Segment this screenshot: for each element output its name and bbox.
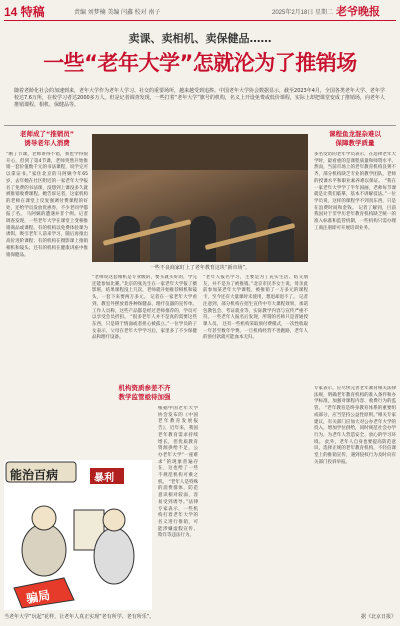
article-column-3: “老年人报名学习，主要是为了充实生活、结交朋友，并不是为了被推销。”北京市民李女士说，母亲此前参加某老年大学课程，被推销了一万多元的课程卡，至今还有大量课时未使用，想退却退不了。 记者注意到，部分机构在招生宣传中夸大课程效果，承诺包教包会、考证就业等，实际教学内容与宣传严重不符。一些老年人报名后发现，所谓的名师只是普通授课人员。 还有一些机构采取预付费模式，一次性收取一年甚至数年学费。一旦机构经营不善跑路，老年人的预付款就可能血本无归。 bbox=[203, 275, 308, 341]
page-number: 14 特稿 bbox=[4, 5, 45, 19]
section-title-right: 课程鱼龙混杂难以 保障教学质量 bbox=[329, 130, 381, 147]
source-credit: 据《北京日报》 bbox=[360, 614, 396, 620]
lead-paragraph: 随着老龄化社会的加速到来，老年大学作为老年人学习、社交的重要场所，越来越受到追捧。中国老年大学协会数据显示，截至2023年4月，全国各类老年大学、老年学校达7.6万所，在校学习者达2000多万人。但是记者调查发现，一些打着“老年大学”旗号的机构，名义上开设免费或低价课程，实际上却把课堂变成了推销场，向老年人推销课程、相机、保健品等。 bbox=[14, 88, 385, 108]
cartoon-label-cure: 能治百病 bbox=[10, 468, 59, 482]
cartoon-illustration bbox=[4, 460, 152, 610]
photo-backdrop bbox=[92, 134, 308, 170]
section-title-left: 老师成了“推销员” 诱导老年人消费 bbox=[19, 130, 75, 147]
performance-photo bbox=[92, 134, 308, 262]
photo-caption: 一些不良商家盯上了老年教育这块“新市场”。 bbox=[149, 265, 251, 271]
editor-credits: 责编 刘梦楠 美编 闫鑫 校对 南子 bbox=[74, 10, 161, 16]
article-column-mid: 根据中国老年大学协会发布的《中国老年教育发展报告》，近年来，我国老年教育需求持续增长，但优质教育资源供给不足，公办老年大学“一座难求”的现象普遍存在，这也给了一些不规范机构可乘之机。 “老年人是特殊的消费群体，防范意识相对较弱，容易受到诱导。”法律专家表示，一些机构打着老年大学的名义进行推销，可能涉嫌虚假宣传、欺诈等违法行为。 bbox=[158, 406, 198, 539]
issue-date: 2025年2月18日 星期二 bbox=[272, 10, 334, 16]
article-column-4b: 专家表示，应尽快完善老年教育相关法律法规，明确老年教育机构的准入条件和办学标准，加强对课程内容、收费行为的监管。 “老年教育是终身教育体系的重要组成部分，应当坚持公益性原则。”相关专家建议，有关部门应加大对公办老年大学的投入，增加学位供给，同时规范社会办学行为，为老年人营造安全、放心的学习环境。 此外，老年人自身也要提高防范意识，选择正规的老年教育机构，不轻信课堂上的推销宣传，遇到侵权行为及时向有关部门投诉举报。 bbox=[314, 386, 396, 465]
article-column-1: “刚了节课，老师讲得不错，我也学得很开心，但到了第4节课，老师突然开始推销一套价值数千元的书法课程，说学完可以拿证书。”家住北京的马阿姨今年65岁，去年她在社区附近的一家老年大学报名了免费的书法课，没想到上课没多久就被推销收费课程。她告诉记者，这家机构的老师在课堂上反复强调付费课程的好处，还给学员发放优惠券，不少老同学都报了名。 马阿姨的遭遇并非个例。记者调查发现，一些老年大学在课堂上变相推销商品或课程。有的机构以免费体验课为诱饵，吸引老年人前来学习，随后再推出高价进阶课程；有的机构在摄影课上推销相机和镜头；还有的机构在健康讲座中推销保健品。 bbox=[6, 152, 88, 258]
performer-figure bbox=[190, 216, 216, 262]
article-column-2: “老师说这套相机是专业级的，要买就买好的，学完还能参加比赛。”北京的张先生在一家老年大学报了摄影班，结果课程没上几次，老师就开始推荐相机和镜头，一套下来要两万多元。 记者在一家老年大学看到，教室外摆放着各种保健品、理疗仪器的宣传单。工作人员称，这些产品都是经过老师推荐的，学员可以享受会员折扣。 “很多老年人并不是真的需要这些东西，只是碍于情面或者担心被孤立。”一位学员的子女表示，父母在老年大学学习后，家里多了不少保健品和理疗设备。 bbox=[92, 275, 197, 341]
divider bbox=[4, 125, 396, 126]
illustration-caption: 当老年大学“玩起”花样，让老年人真正实现“老有所学、老有所乐”。 bbox=[4, 614, 155, 620]
article-column-4a: 多名受访的老年学员表示，在选择老年大学时，最看重的是课程质量和师资水平。然而，当前市场上的老年教育机构良莠不齐，部分机构缺乏专业的教学团队，老师的授课水平和职业素养难以保证。 “我在一家老年大学学了半年国画，老师每节课就是让我们临摹，基本不讲解技法。”一位学员说，这样的课程学不到真东西，只是在浪费时间和金钱。 记者了解到，目前我国对于非学历老年教育机构缺乏统一的准入标准和监管机制，一些机构只需办理工商注册即可开展培训业务。 bbox=[314, 152, 396, 231]
section-title-middle: 机构资质参差不齐 教学监管亟待加强 bbox=[118, 384, 171, 401]
main-headline: 一些“老年大学”怎就沦为了推销场 bbox=[43, 51, 357, 75]
cartoon-label-scam: 骗局 bbox=[25, 588, 52, 606]
cartoon-label-profit: 暴利 bbox=[94, 473, 114, 484]
kicker-line: 卖课、卖相机、卖保健品…… bbox=[128, 32, 272, 45]
newspaper-logo: 老爷晚报 bbox=[336, 5, 380, 18]
page-header bbox=[4, 3, 396, 21]
